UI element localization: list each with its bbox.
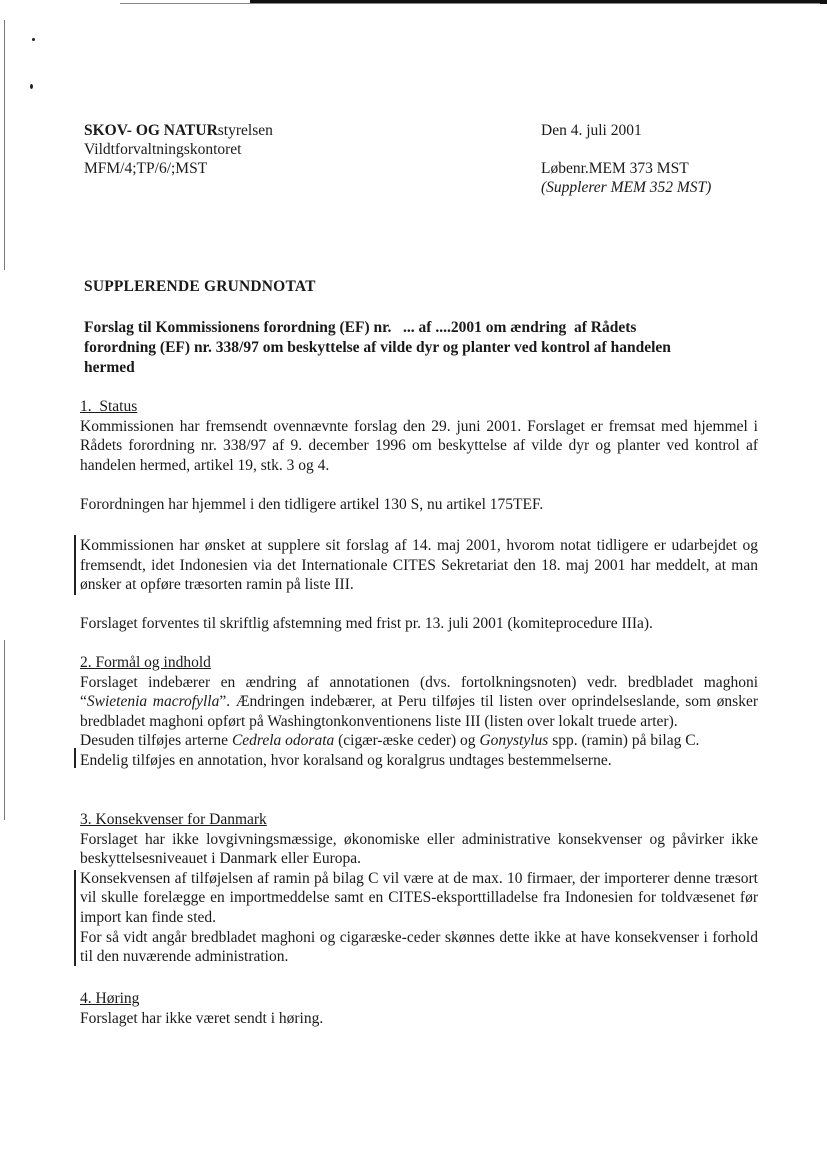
date-block [541,121,711,197]
status-paragraph-4: Forslaget forventes til skriftlig afstemning med frist pr. 13. juli 2001 (komiteprocedure IIIa). [80,615,653,632]
purpose-paragraph-3: Endelig tilføjes en annotation, hvor koralsand og koralgrus undtages bestemmelserne. [80,751,612,769]
scan-speck [30,84,33,89]
document-title: SUPPLERENDE GRUNDNOTAT [84,278,316,295]
consequences-paragraph-3: For så vidt angår bredbladet maghoni og cigaræske-ceder skønnes dette ikke at have konsekvenser i forhold til den nuværende administration. [80,928,758,966]
document-subject [84,318,774,378]
revision-bar [74,748,76,768]
purpose-paragraph-1: Forslaget indebærer en ændring af annotationen (dvs. fortolkningsnoten) vedr. bredbladet maghoni “Swietenia macrofylla”. Ændringen indebærer, at Peru tilføjes til listen over oprindelseslande, som ønsker bredbladet maghoni opført på Washingtonkonventionens liste III (listen over lokalt truede arter). [80,673,758,730]
revision-bar [74,870,76,966]
species-name: Gonystylus [479,732,549,750]
subject-line: Forslag til Kommissionens forordning (EF) nr. ... af ....2001 om ændring af Rådets [84,319,637,336]
section-consequences [80,810,758,967]
subject-line: forordning (EF) nr. 338/97 om beskyttelse af vilde dyr og planter ved kontrol af handelen [84,339,671,356]
section-heading: 4. Høring [80,990,140,1007]
species-name: Swietenia macrofylla [86,693,220,711]
section-heading: 3. Konsekvenser for Danmark [80,811,267,828]
serial-number: Løbenr.MEM 373 MST [541,160,689,177]
sender-office: Vildtforvaltningskontoret [84,141,242,158]
section-purpose [80,653,758,771]
section-status [80,397,758,475]
section-heading: 2. Formål og indhold [80,654,211,671]
status-paragraph-2: Forordningen har hjemmel i den tidligere artikel 130 S, nu artikel 175TEF. [80,496,544,513]
scan-left-edge [4,20,5,270]
document-date: Den 4. juli 2001 [541,122,642,139]
sender-name: SKOV- OG NATURstyrelsen [84,122,273,139]
sender-block [84,121,273,178]
status-paragraph-1: Kommissionen har fremsendt ovennævnte forslag den 29. juni 2001. Forslaget er fremsat med hjemmel i Rådets forordning nr. 338/97 af 9. december 1996 om beskyttelse af vilde dyr og planter ved kontrol af handelen hermed, artikel 19, stk. 3 og 4. [80,417,758,474]
subject-line: hermed [84,359,135,376]
supplement-note: (Supplerer MEM 352 MST) [541,179,712,196]
species-name: Cedrela odorata [231,732,335,750]
scan-top-line [120,3,820,4]
hearing-paragraph-1: Forslaget har ikke været sendt i høring. [80,1009,324,1027]
section-heading: 1. Status [80,398,138,415]
scan-speck [32,38,35,41]
sender-reference: MFM/4;TP/6/;MST [84,160,208,177]
section-hearing [80,989,758,1028]
consequences-paragraph-1: Forslaget har ikke lovgivningsmæssige, økonomiske eller administrative konsekvenser og påvirker ikke beskyttelsesniveauet i Danmark eller Europa. [80,830,758,868]
revision-bar [74,535,76,595]
scan-left-edge-lower [4,640,5,820]
consequences-paragraph-2: Konsekvensen af tilføjelsen af ramin på bilag C vil være at de max. 10 firmaer, der importerer denne træsort vil skulle forelægge en importmeddelse samt en CITES-eksporttilladelse fra Indonesien for toldvæsenet før import kan finde sted. [80,869,758,926]
status-paragraph-3: Kommissionen har ønsket at supplere sit forslag af 14. maj 2001, hvorom notat tidligere er udarbejdet og fremsendt, idet Indonesien via det Internationale CITES Sekretariat den 18. maj 2001 har meddelt, at man ønsker at opføre træsorten ramin på liste III. [80,537,758,594]
purpose-paragraph-2: Desuden tilføjes arterne Cedrela odorata (cigær-æske ceder) og Gonystylus spp. (ramin) på bilag C. [80,732,700,750]
